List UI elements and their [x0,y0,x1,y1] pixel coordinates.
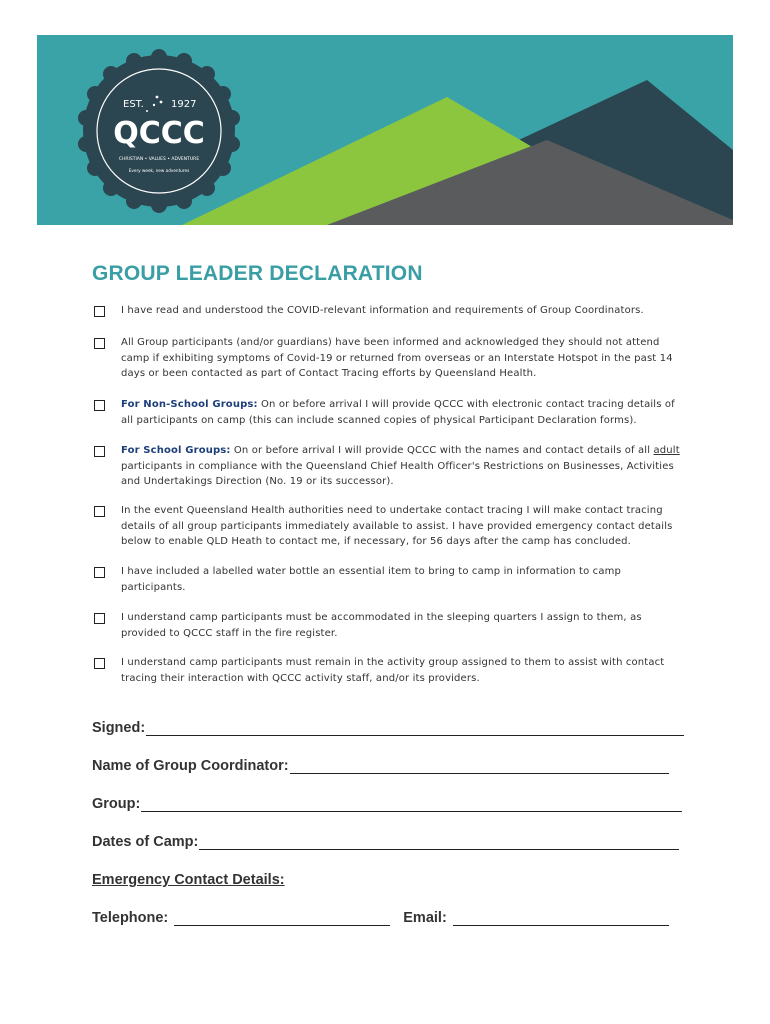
checkbox[interactable] [94,506,105,517]
dates-field[interactable] [92,834,679,850]
logo-subtagline: Every week, new adventures [128,168,190,173]
group-field[interactable] [92,796,682,812]
declaration-text: All Group participants (and/or guardians) have been informed and acknowledged they should not attend camp if exhibiting symptoms of Covid-19 or returned from overseas or an Interstate Hotspot in the past 14 days or been contacted as part of Contact Tracing efforts by Queensland Health. [121,337,673,379]
checkbox[interactable] [94,306,105,317]
banner-graphic [37,35,733,225]
logo-tagline: CHRISTIAN • VALUES • ADVENTURE [118,157,200,162]
group-line[interactable] [141,797,682,812]
logo-est: EST. [123,99,144,110]
dates-line[interactable] [199,835,679,850]
underlined-word: adult [653,445,680,456]
logo-name: QCCC [113,116,205,151]
contact-row [92,910,692,926]
declaration-body: On or before arrival I will provide QCCC with electronic contact tracing details of all participants on camp (this can include scanned copies of physical Participant Declaration forms). [121,399,675,426]
checkbox[interactable] [94,400,105,411]
checkbox[interactable] [94,613,105,624]
coordinator-label: Name of Group Coordinator: [92,758,289,774]
signed-field[interactable] [92,720,684,736]
checkbox[interactable] [94,446,105,457]
email-label: Email: [403,910,447,926]
checkbox[interactable] [94,658,105,669]
declaration-lead: For Non-School Groups: [121,399,258,410]
declaration-body-continued: participants in compliance with the Queensland Chief Health Officer's Restrictions on Businesses, Activities and Undertakings Direction (No. 19 or its successor). [121,460,674,487]
coordinator-line[interactable] [290,759,669,774]
email-line[interactable] [453,911,669,926]
telephone-line[interactable] [174,911,390,926]
coordinator-field[interactable] [92,758,669,774]
declaration-text: I have read and understood the COVID-relevant information and requirements of Group Coordinators. [121,305,644,316]
checkbox[interactable] [94,338,105,349]
declaration-text: In the event Queensland Health authorities need to undertake contact tracing I will make contact tracing details of all group participants immediately available to assist. I have provided emergency contact details below to enable QLD Heath to contact me, if necessary, for 56 days after the camp has concluded. [121,505,673,547]
dates-label: Dates of Camp: [92,834,199,850]
checkbox[interactable] [94,567,105,578]
logo-year: 1927 [171,99,197,110]
declaration-text [121,443,681,490]
signed-line[interactable] [146,721,684,736]
declaration-body: On or before arrival I will provide QCCC with the names and contact details of all [230,445,654,456]
declaration-text: I understand camp participants must be accommodated in the sleeping quarters I assign to them, as provided to QCCC staff in the fire register. [121,612,642,639]
header-banner [37,35,733,225]
emergency-heading: Emergency Contact Details: [92,872,285,888]
declaration-text: I have included a labelled water bottle an essential item to bring to camp in information to camp participants. [121,566,621,593]
page-title: GROUP LEADER DECLARATION [92,262,423,285]
group-label: Group: [92,796,141,812]
signed-label: Signed: [92,720,146,736]
declaration-lead: For School Groups: [121,445,231,456]
telephone-label: Telephone: [92,910,169,926]
declaration-text: I understand camp participants must remain in the activity group assigned to them to assist with contact tracing their interaction with QCCC activity staff, and/or its providers. [121,657,665,684]
declaration-text [121,397,681,428]
